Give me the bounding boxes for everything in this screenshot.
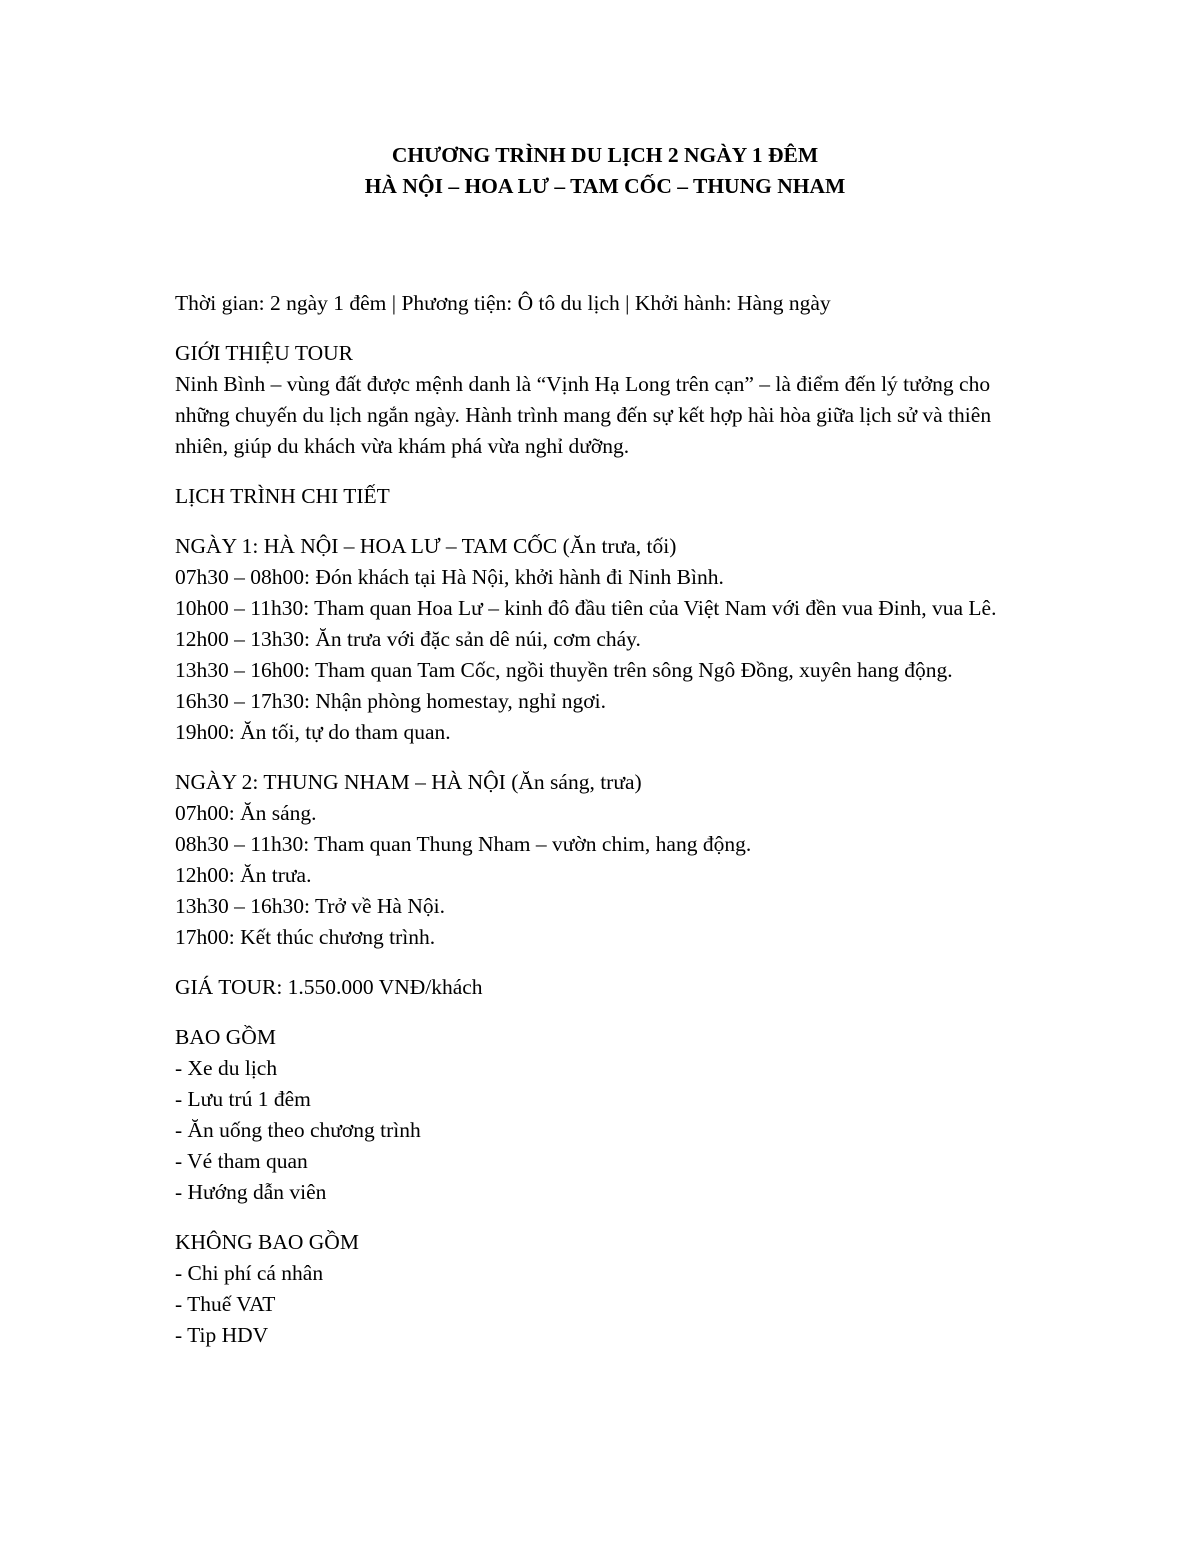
day1-section [175,531,1035,748]
itinerary-heading-block [175,481,1035,512]
document-title-line-2: HÀ NỘI – HOA LƯ – TAM CỐC – THUNG NHAM [364,174,846,198]
intro-text: Ninh Bình – vùng đất được mệnh danh là “Vịnh Hạ Long trên cạn” – là điểm đến lý tưởng cho những chuyến du lịch ngắn ngày. Hành trình mang đến sự kết hợp hài hòa giữa lịch sử và thiên nhiên, giúp du khách vừa khám phá vừa nghỉ dưỡng. [175,372,992,458]
excluded-item: - Chi phí cá nhân [175,1261,324,1285]
day2-heading: NGÀY 2: THUNG NHAM – HÀ NỘI (Ăn sáng, trưa) [175,770,642,794]
excluded-item: - Tip HDV [175,1323,269,1347]
day1-heading: NGÀY 1: HÀ NỘI – HOA LƯ – TAM CỐC (Ăn trưa, tối) [175,534,677,558]
day1-item: 19h00: Ăn tối, tự do tham quan. [175,720,451,744]
excluded-section [175,1227,1035,1351]
title-block [175,140,1035,202]
day1-item: 12h00 – 13h30: Ăn trưa với đặc sản dê núi, cơm cháy. [175,627,641,651]
day2-item: 07h00: Ăn sáng. [175,801,317,825]
day2-item: 08h30 – 11h30: Tham quan Thung Nham – vườn chim, hang động. [175,832,752,856]
itinerary-heading: LỊCH TRÌNH CHI TIẾT [175,484,390,508]
day2-item: 17h00: Kết thúc chương trình. [175,925,436,949]
excluded-item: - Thuế VAT [175,1292,276,1316]
day2-item: 12h00: Ăn trưa. [175,863,312,887]
included-item: - Ăn uống theo chương trình [175,1118,421,1142]
day2-item: 13h30 – 16h30: Trở về Hà Nội. [175,894,445,918]
document-page [175,140,1035,1370]
day1-item: 07h30 – 08h00: Đón khách tại Hà Nội, khởi hành đi Ninh Bình. [175,565,724,589]
excluded-heading: KHÔNG BAO GỒM [175,1230,359,1254]
tour-info-line: Thời gian: 2 ngày 1 đêm | Phương tiện: Ô tô du lịch | Khởi hành: Hàng ngày [175,291,831,315]
included-item: - Lưu trú 1 đêm [175,1087,311,1111]
included-section [175,1022,1035,1208]
day1-item: 16h30 – 17h30: Nhận phòng homestay, nghỉ ngơi. [175,689,606,713]
info-block [175,288,1035,319]
day2-section [175,767,1035,953]
intro-heading: GIỚI THIỆU TOUR [175,341,353,365]
included-item: - Xe du lịch [175,1056,278,1080]
price-line: GIÁ TOUR: 1.550.000 VNĐ/khách [175,975,483,999]
day1-item: 13h30 – 16h00: Tham quan Tam Cốc, ngồi thuyền trên sông Ngô Đồng, xuyên hang động. [175,658,953,682]
intro-section [175,338,1035,462]
included-item: - Hướng dẫn viên [175,1180,327,1204]
price-block [175,972,1035,1003]
day1-item: 10h00 – 11h30: Tham quan Hoa Lư – kinh đô đầu tiên của Việt Nam với đền vua Đinh, vua Lê. [175,596,997,620]
document-title-line-1: CHƯƠNG TRÌNH DU LỊCH 2 NGÀY 1 ĐÊM [391,143,819,167]
included-item: - Vé tham quan [175,1149,308,1173]
included-heading: BAO GỒM [175,1025,276,1049]
